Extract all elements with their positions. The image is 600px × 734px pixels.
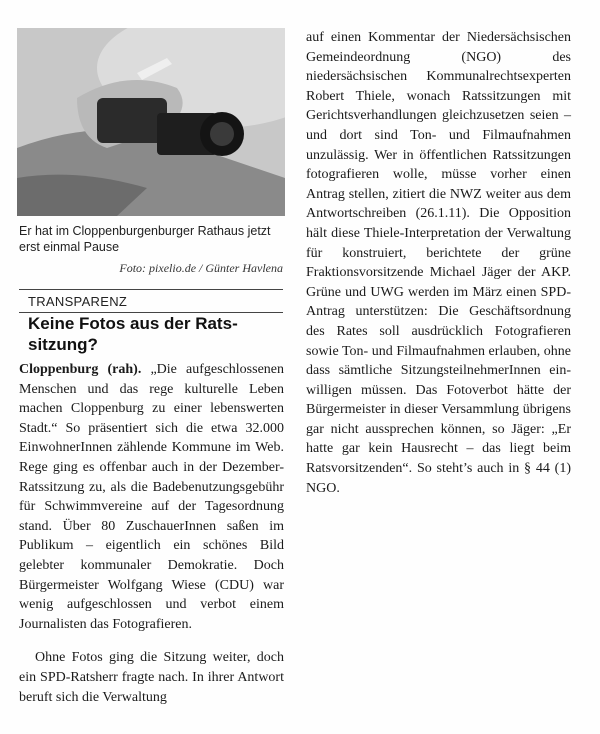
photo-credit: Foto: pixelio.de / Günter Havlena <box>119 261 283 275</box>
article-photo <box>17 28 285 216</box>
paragraph: Ohne Fotos ging die Sitzung weiter, doch ein SPD-Ratsherr fragte nach. In ihrer Antwort beruft sich die Verwaltung <box>19 650 284 705</box>
article-lead: Cloppenburg (rah). <box>19 362 142 377</box>
article-column-right <box>306 28 571 498</box>
article-kicker: TRANSPARENZ <box>28 294 128 309</box>
article-column-left <box>19 360 284 707</box>
camera-icon <box>17 28 285 216</box>
photo-caption: Er hat im Cloppenburgenburger Rathaus jetzt erst einmal Pause <box>19 224 271 254</box>
paragraph: auf einen Kommentar der Niedersächsischen Gemeindeordnung (NGO) des niedersächsischen Kommunalrechtsexperten Robert Thiele, wonach Ratssitzungen mit Gerichtsverhandlungen gleichzusetzen seien – und dort sind Ton- und Filmaufnahmen unzulässig. Wer in öffentlichen Ratssitzungen fotografieren wolle, müsse vorher einen Antrag stellen, zitiert die NWZ weiter aus dem Antwortschreiben (26.1.11). Die Opposition hält diese Thiele-Interpretation der Verwaltung für konstruiert, berichtete der grüne Fraktionsvorsitzende Michael Jäger der AKP. Grüne und UWG werden im März einen SPD-Antrag unterstützen: Die Geschäftsordnung des Rates soll ausdrücklich Fotografieren sowie Ton- und Filmaufnahmen erlauben, ohne dass sämtliche SitzungsteilnehmerInnen einwilligen müssen. Das Fotoverbot hätte der Bürgermeister in dieser Versammlung übrigens gar nicht aussprechen können, so Jäger: „Er hatte gar kein Hausrecht – das liegt beim Ratsvorsitzenden“. So steht’s auch in § 44 (1) NGO. <box>306 30 571 496</box>
paragraph-text: „Die aufgeschlossenen Menschen und das rege kulturelle Leben machen Cloppenburg zu einer lebenswerten Stadt.“ So präsentiert sich die etwa 32.000 EinwohnerInnen zählende Kommune im Web. Rege ging es offenbar auch in der Dezember-Ratssitzung zu, als die Badebenutzungsgebühr für Schwimmvereine auf der Tagesordnung stand. Über 80 ZuschauerInnen saßen im Publikum – eigentlich ein schönes Bild gelebter kommunaler Demokratie. Doch Bürgermeister Wolfgang Wiese (CDU) war wenig aufgeschlossen und verbot einem Journalisten das Fotografieren. <box>19 362 284 632</box>
article-headline: Keine Fotos aus der Ratssitzung? <box>28 314 238 354</box>
paragraph <box>19 360 284 634</box>
divider <box>19 289 283 290</box>
